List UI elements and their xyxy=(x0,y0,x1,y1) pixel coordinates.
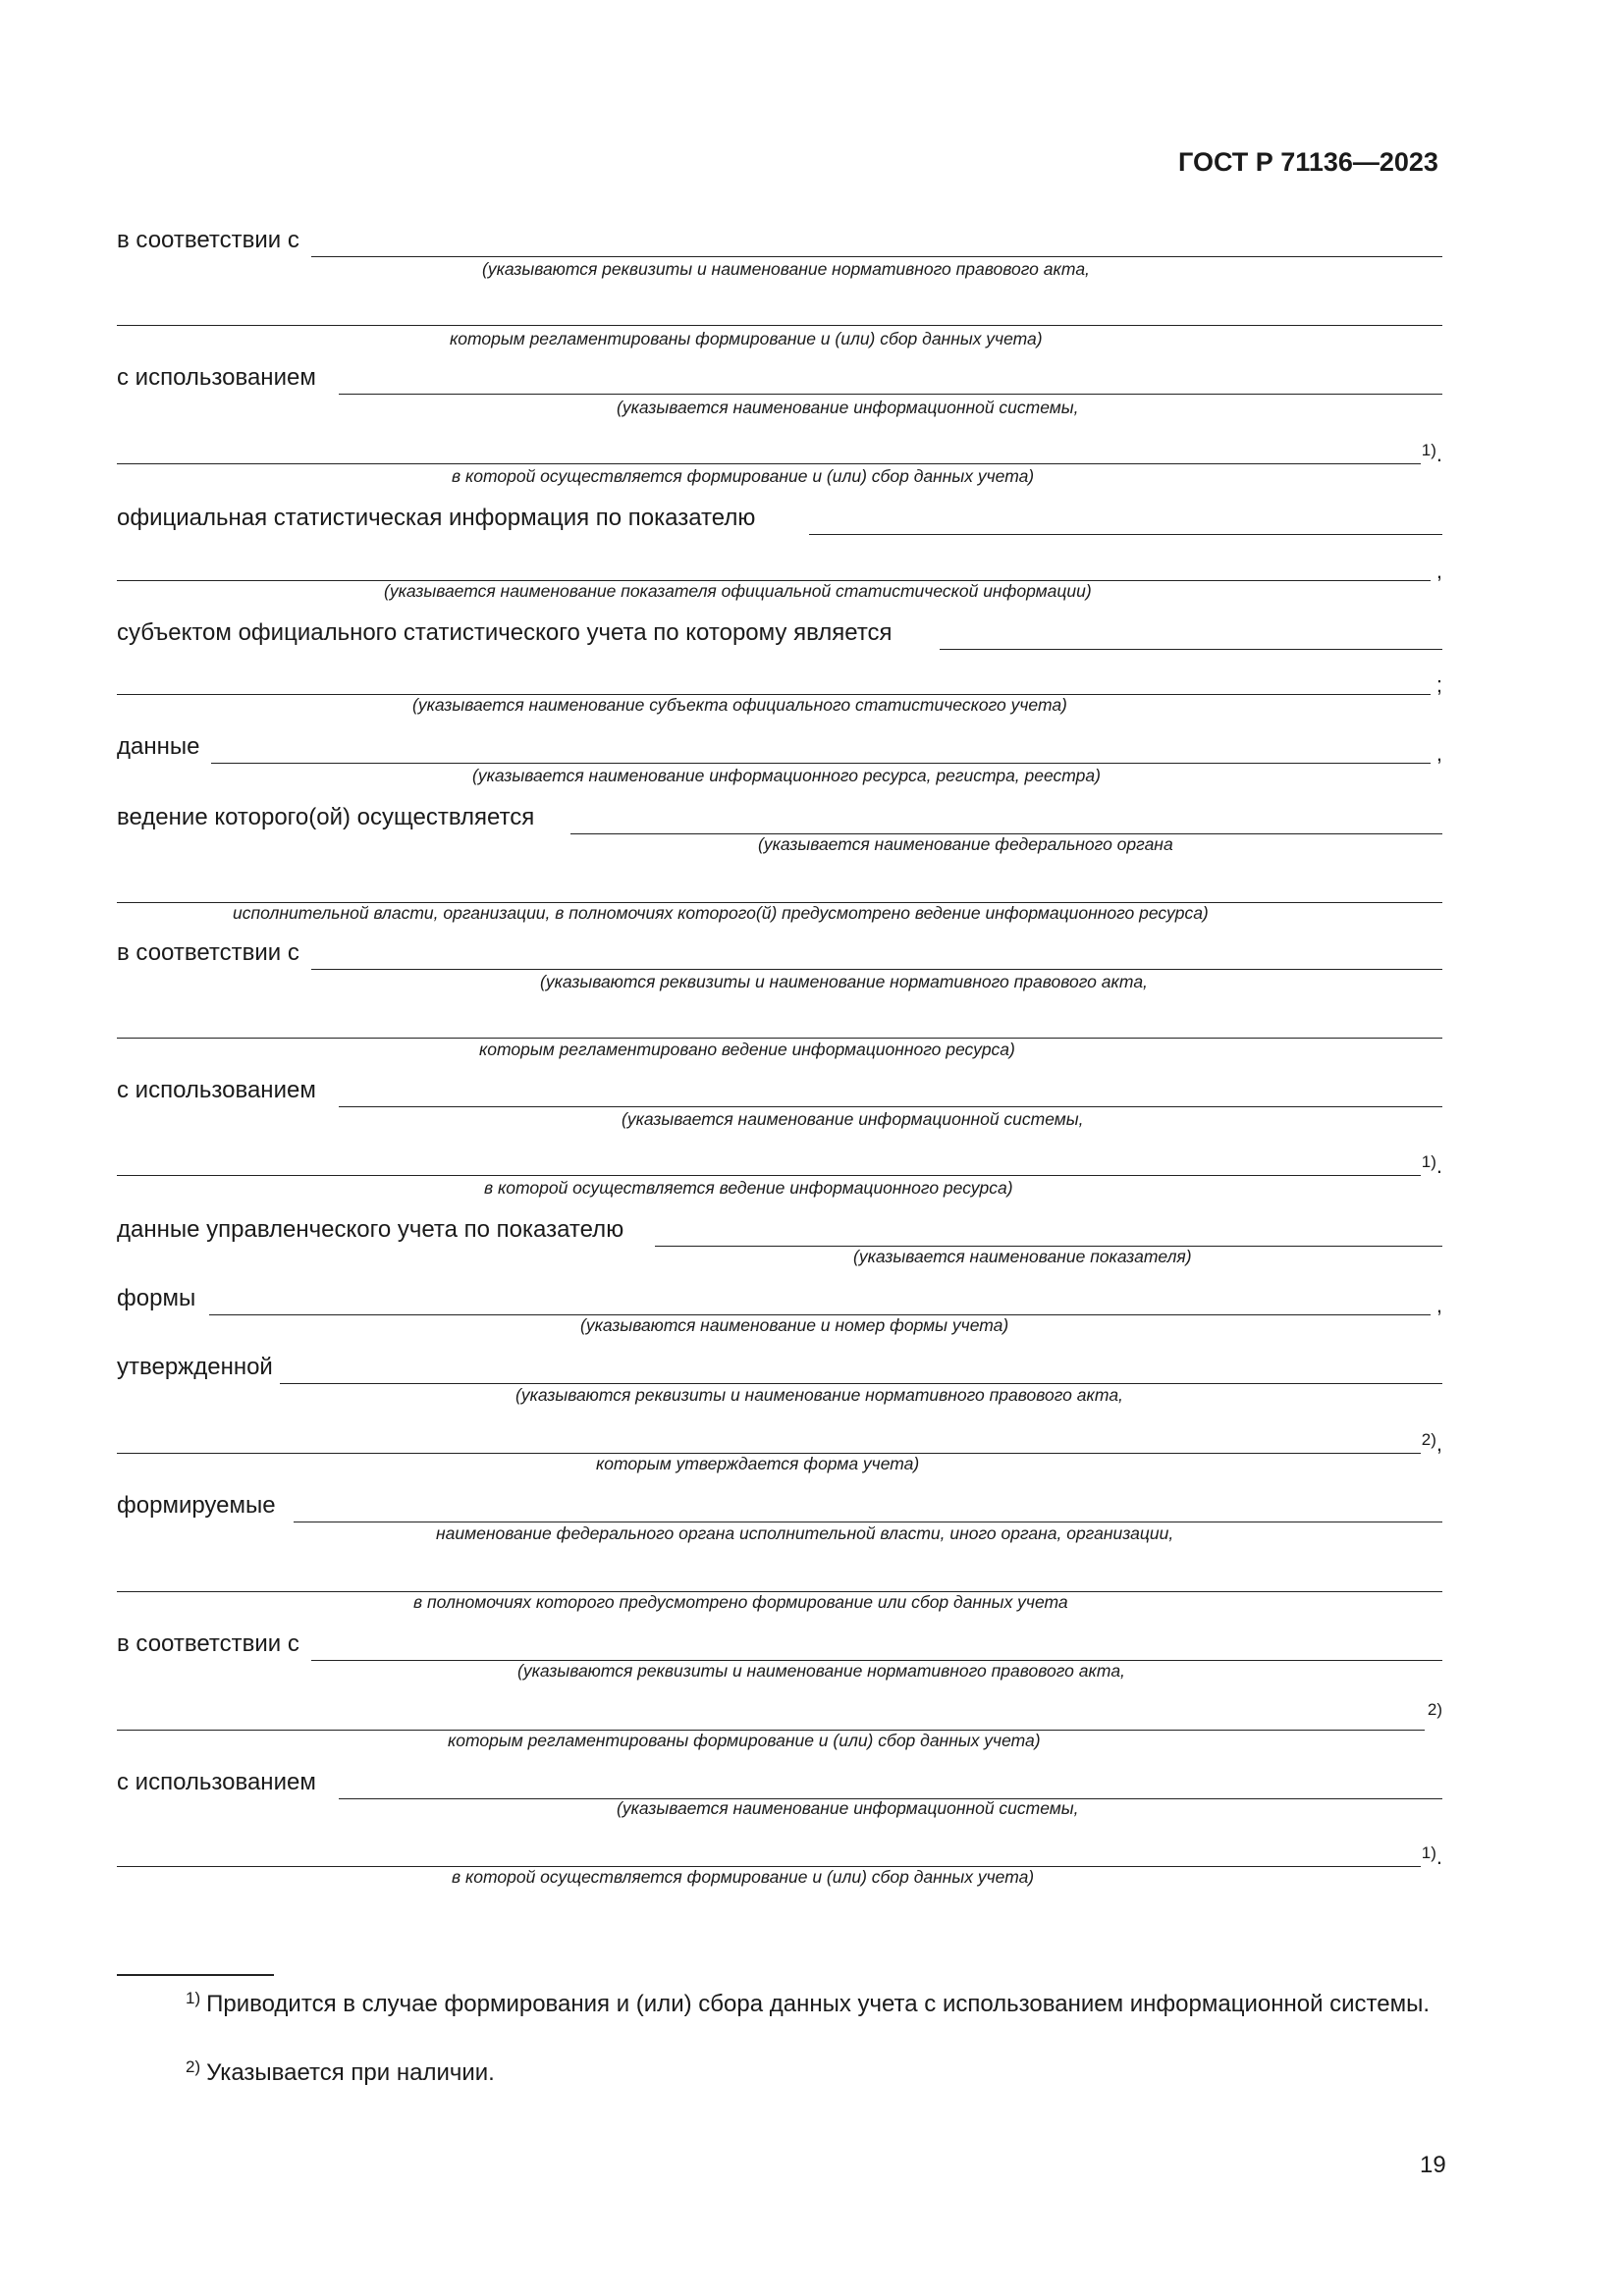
form-row xyxy=(117,1286,1442,1315)
blank-field[interactable] xyxy=(940,649,1442,650)
form-row xyxy=(117,296,1442,326)
field-caption xyxy=(117,1867,1442,1889)
punctuation: , xyxy=(1435,741,1442,766)
field-caption xyxy=(117,695,1442,717)
footnote-mark: 2) xyxy=(186,2057,201,2076)
form-row xyxy=(117,940,1442,970)
footnote xyxy=(117,1983,1442,2019)
row-label: в соответствии с xyxy=(117,1630,299,1657)
row-label: официальная статистическая информация по показателю xyxy=(117,505,756,531)
caption-text: (указывается наименование информационного ресурса, регистра, реестра) xyxy=(472,766,1101,785)
caption-text: (указываются реквизиты и наименование нормативного правового акта, xyxy=(540,972,1148,991)
caption-text: исполнительной власти, организации, в полномочиях которого(й) предусмотрено ведение информационного ресурса) xyxy=(233,903,1209,923)
field-caption xyxy=(117,1798,1442,1820)
blank-field[interactable] xyxy=(339,394,1442,395)
caption-text: (указывается наименование информационной системы, xyxy=(617,1798,1079,1818)
field-caption xyxy=(117,581,1442,603)
blank-field[interactable] xyxy=(117,1175,1421,1176)
footnote-mark: 1) xyxy=(186,1989,201,2007)
caption-text: в полномочиях которого предусмотрено формирование или сбор данных учета xyxy=(413,1592,1068,1612)
document-header: ГОСТ Р 71136—2023 xyxy=(1178,147,1438,177)
form-row xyxy=(117,1355,1442,1384)
footnote-ref: 2) xyxy=(1427,1700,1442,1719)
caption-text: (указывается наименование показателя) xyxy=(853,1247,1192,1266)
caption-text: (указывается наименование показателя официальной статистической информации) xyxy=(384,581,1092,601)
form-row xyxy=(117,1147,1442,1176)
row-label: формы xyxy=(117,1285,196,1311)
footnote-ref: $^{1)}$. xyxy=(1421,1843,1442,1869)
row-label: с использованием xyxy=(117,1769,316,1795)
form-row xyxy=(117,874,1442,903)
punctuation: ; xyxy=(1435,672,1442,697)
form-row xyxy=(117,1217,1442,1247)
field-caption xyxy=(117,972,1442,993)
footnote xyxy=(117,2052,1442,2088)
form-row xyxy=(117,666,1442,695)
row-label: формируемые xyxy=(117,1492,276,1519)
form-row xyxy=(117,1631,1442,1661)
caption-text: в которой осуществляется формирование и (или) сбор данных учета) xyxy=(452,1867,1035,1887)
field-caption xyxy=(117,1247,1442,1268)
row-label: в соответствии с xyxy=(117,939,299,966)
caption-text: (указывается наименование субъекта официального статистического учета) xyxy=(412,695,1067,715)
caption-text: которым регламентированы формирование и (или) сбор данных учета) xyxy=(448,1731,1041,1750)
row-label: данные управленческого учета по показателю xyxy=(117,1216,624,1243)
caption-text: (указывается наименование федерального органа xyxy=(758,834,1173,854)
row-label: с использованием xyxy=(117,1077,316,1103)
form-row xyxy=(117,805,1442,834)
row-label: утвержденной xyxy=(117,1354,273,1380)
form-row xyxy=(117,1838,1442,1867)
form-row xyxy=(117,365,1442,395)
caption-text: (указываются реквизиты и наименование нормативного правового акта, xyxy=(482,259,1090,279)
field-caption xyxy=(117,766,1442,787)
blank-field[interactable] xyxy=(211,763,1431,764)
row-label: в соответствии с xyxy=(117,227,299,253)
field-caption xyxy=(117,1454,1442,1475)
form-row xyxy=(117,1078,1442,1107)
field-caption xyxy=(117,466,1442,488)
blank-field[interactable] xyxy=(311,256,1442,257)
caption-text: которым регламентировано ведение информационного ресурса) xyxy=(479,1040,1015,1059)
caption-text: (указываются реквизиты и наименование нормативного правового акта, xyxy=(515,1385,1123,1405)
form-row xyxy=(117,552,1442,581)
blank-field[interactable] xyxy=(117,1038,1442,1039)
footnote-ref: $^{2)}$, xyxy=(1421,1430,1442,1456)
form-row xyxy=(117,1770,1442,1799)
form-row xyxy=(117,228,1442,257)
blank-field[interactable] xyxy=(809,534,1442,535)
row-label: данные xyxy=(117,733,200,760)
blank-field[interactable] xyxy=(311,969,1442,970)
row-label: субъектом официального статистического учета по которому является xyxy=(117,619,893,646)
form-row xyxy=(117,1424,1442,1454)
field-caption xyxy=(117,903,1442,925)
caption-text: наименование федерального органа исполнительной власти, иного органа, организации, xyxy=(436,1523,1174,1543)
form-row xyxy=(117,506,1442,535)
form-row xyxy=(117,1701,1442,1731)
form-row xyxy=(117,734,1442,764)
field-caption xyxy=(117,1592,1442,1614)
field-caption xyxy=(117,1178,1442,1200)
field-caption xyxy=(117,834,1442,856)
form-row xyxy=(117,1009,1442,1039)
field-caption xyxy=(117,1109,1442,1131)
blank-field[interactable] xyxy=(117,325,1442,326)
page-number: 19 xyxy=(1420,2152,1446,2178)
blank-field[interactable] xyxy=(117,463,1421,464)
caption-text: (указываются реквизиты и наименование нормативного правового акта, xyxy=(517,1661,1125,1681)
punctuation: , xyxy=(1435,1293,1442,1317)
footnote-separator xyxy=(117,1974,274,1976)
caption-text: которым регламентированы формирование и (или) сбор данных учета) xyxy=(450,329,1043,348)
field-caption xyxy=(117,1040,1442,1061)
field-caption xyxy=(117,1315,1442,1337)
row-label: с использованием xyxy=(117,364,316,391)
footnote-ref: $^{1)}$. xyxy=(1421,441,1442,466)
form-row xyxy=(117,620,1442,650)
field-caption xyxy=(117,259,1442,281)
footnote-ref: $^{1)}$. xyxy=(1421,1152,1442,1178)
caption-text: в которой осуществляется формирование и (или) сбор данных учета) xyxy=(452,466,1035,486)
caption-text: (указываются наименование и номер формы учета) xyxy=(580,1315,1009,1335)
form-row xyxy=(117,1563,1442,1592)
form-row xyxy=(117,435,1442,464)
field-caption xyxy=(117,1523,1442,1545)
field-caption xyxy=(117,329,1442,350)
field-caption xyxy=(117,1731,1442,1752)
blank-field[interactable] xyxy=(339,1106,1442,1107)
caption-text: (указывается наименование информационной системы, xyxy=(622,1109,1084,1129)
footnote-text: Указывается при наличии. xyxy=(206,2059,495,2086)
caption-text: в которой осуществляется ведение информационного ресурса) xyxy=(484,1178,1013,1198)
form-row xyxy=(117,1493,1442,1522)
punctuation: , xyxy=(1435,559,1442,583)
field-caption xyxy=(117,1385,1442,1407)
caption-text: (указывается наименование информационной системы, xyxy=(617,398,1079,417)
caption-text: которым утверждается форма учета) xyxy=(596,1454,920,1473)
field-caption xyxy=(117,1661,1442,1682)
blank-field[interactable] xyxy=(280,1383,1442,1384)
row-label: ведение которого(ой) осуществляется xyxy=(117,804,535,830)
footnote-text: Приводится в случае формирования и (или) сбора данных учета с использованием информационной системы. xyxy=(206,1991,1431,2017)
field-caption xyxy=(117,398,1442,419)
